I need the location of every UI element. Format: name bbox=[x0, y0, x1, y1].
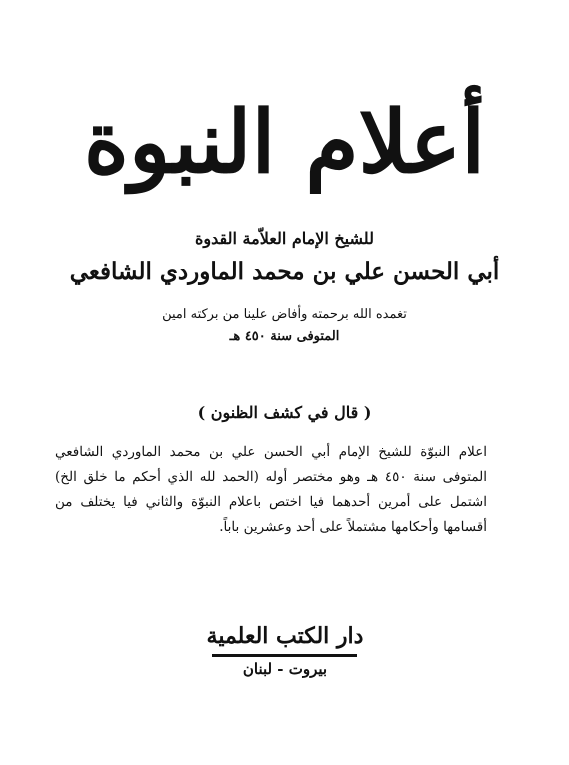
kashf-al-zunun-quote: اعلام النبوّة للشيخ الإمام أبي الحسن علي بن محمد الماوردي الشافعي المتوفى سنة ٤٥٠ هـ وهو مختصر أوله (الحمد لله الذي أحكم ما خلق الخ) اشتمل على أمرين أحدهما فيا اختص باعلام النبوّة والثاني فيا يختلف من أقسامها وأحكامها مشتملاً على أحد وعشرين باباً. bbox=[55, 444, 487, 535]
book-title: أعلام النبوة bbox=[83, 92, 486, 193]
kashf-al-zunun-heading: ( قال في كشف الظنون ) bbox=[197, 403, 372, 422]
publisher-location: بيروت - لبنان bbox=[242, 660, 328, 678]
publisher-name: دار الكتب العلمية bbox=[206, 623, 364, 649]
author-prayer: تغمده الله برحمته وأفاض علينا من بركته امين bbox=[162, 307, 407, 322]
author-death-date: المتوفى سنة ٤٥٠ هـ bbox=[229, 329, 340, 344]
author-intro: للشيخ الإمام العلاّمة القدوة bbox=[195, 229, 374, 248]
publisher-underline bbox=[212, 654, 357, 657]
author-name: أبي الحسن علي بن محمد الماوردي الشافعي bbox=[69, 258, 500, 285]
